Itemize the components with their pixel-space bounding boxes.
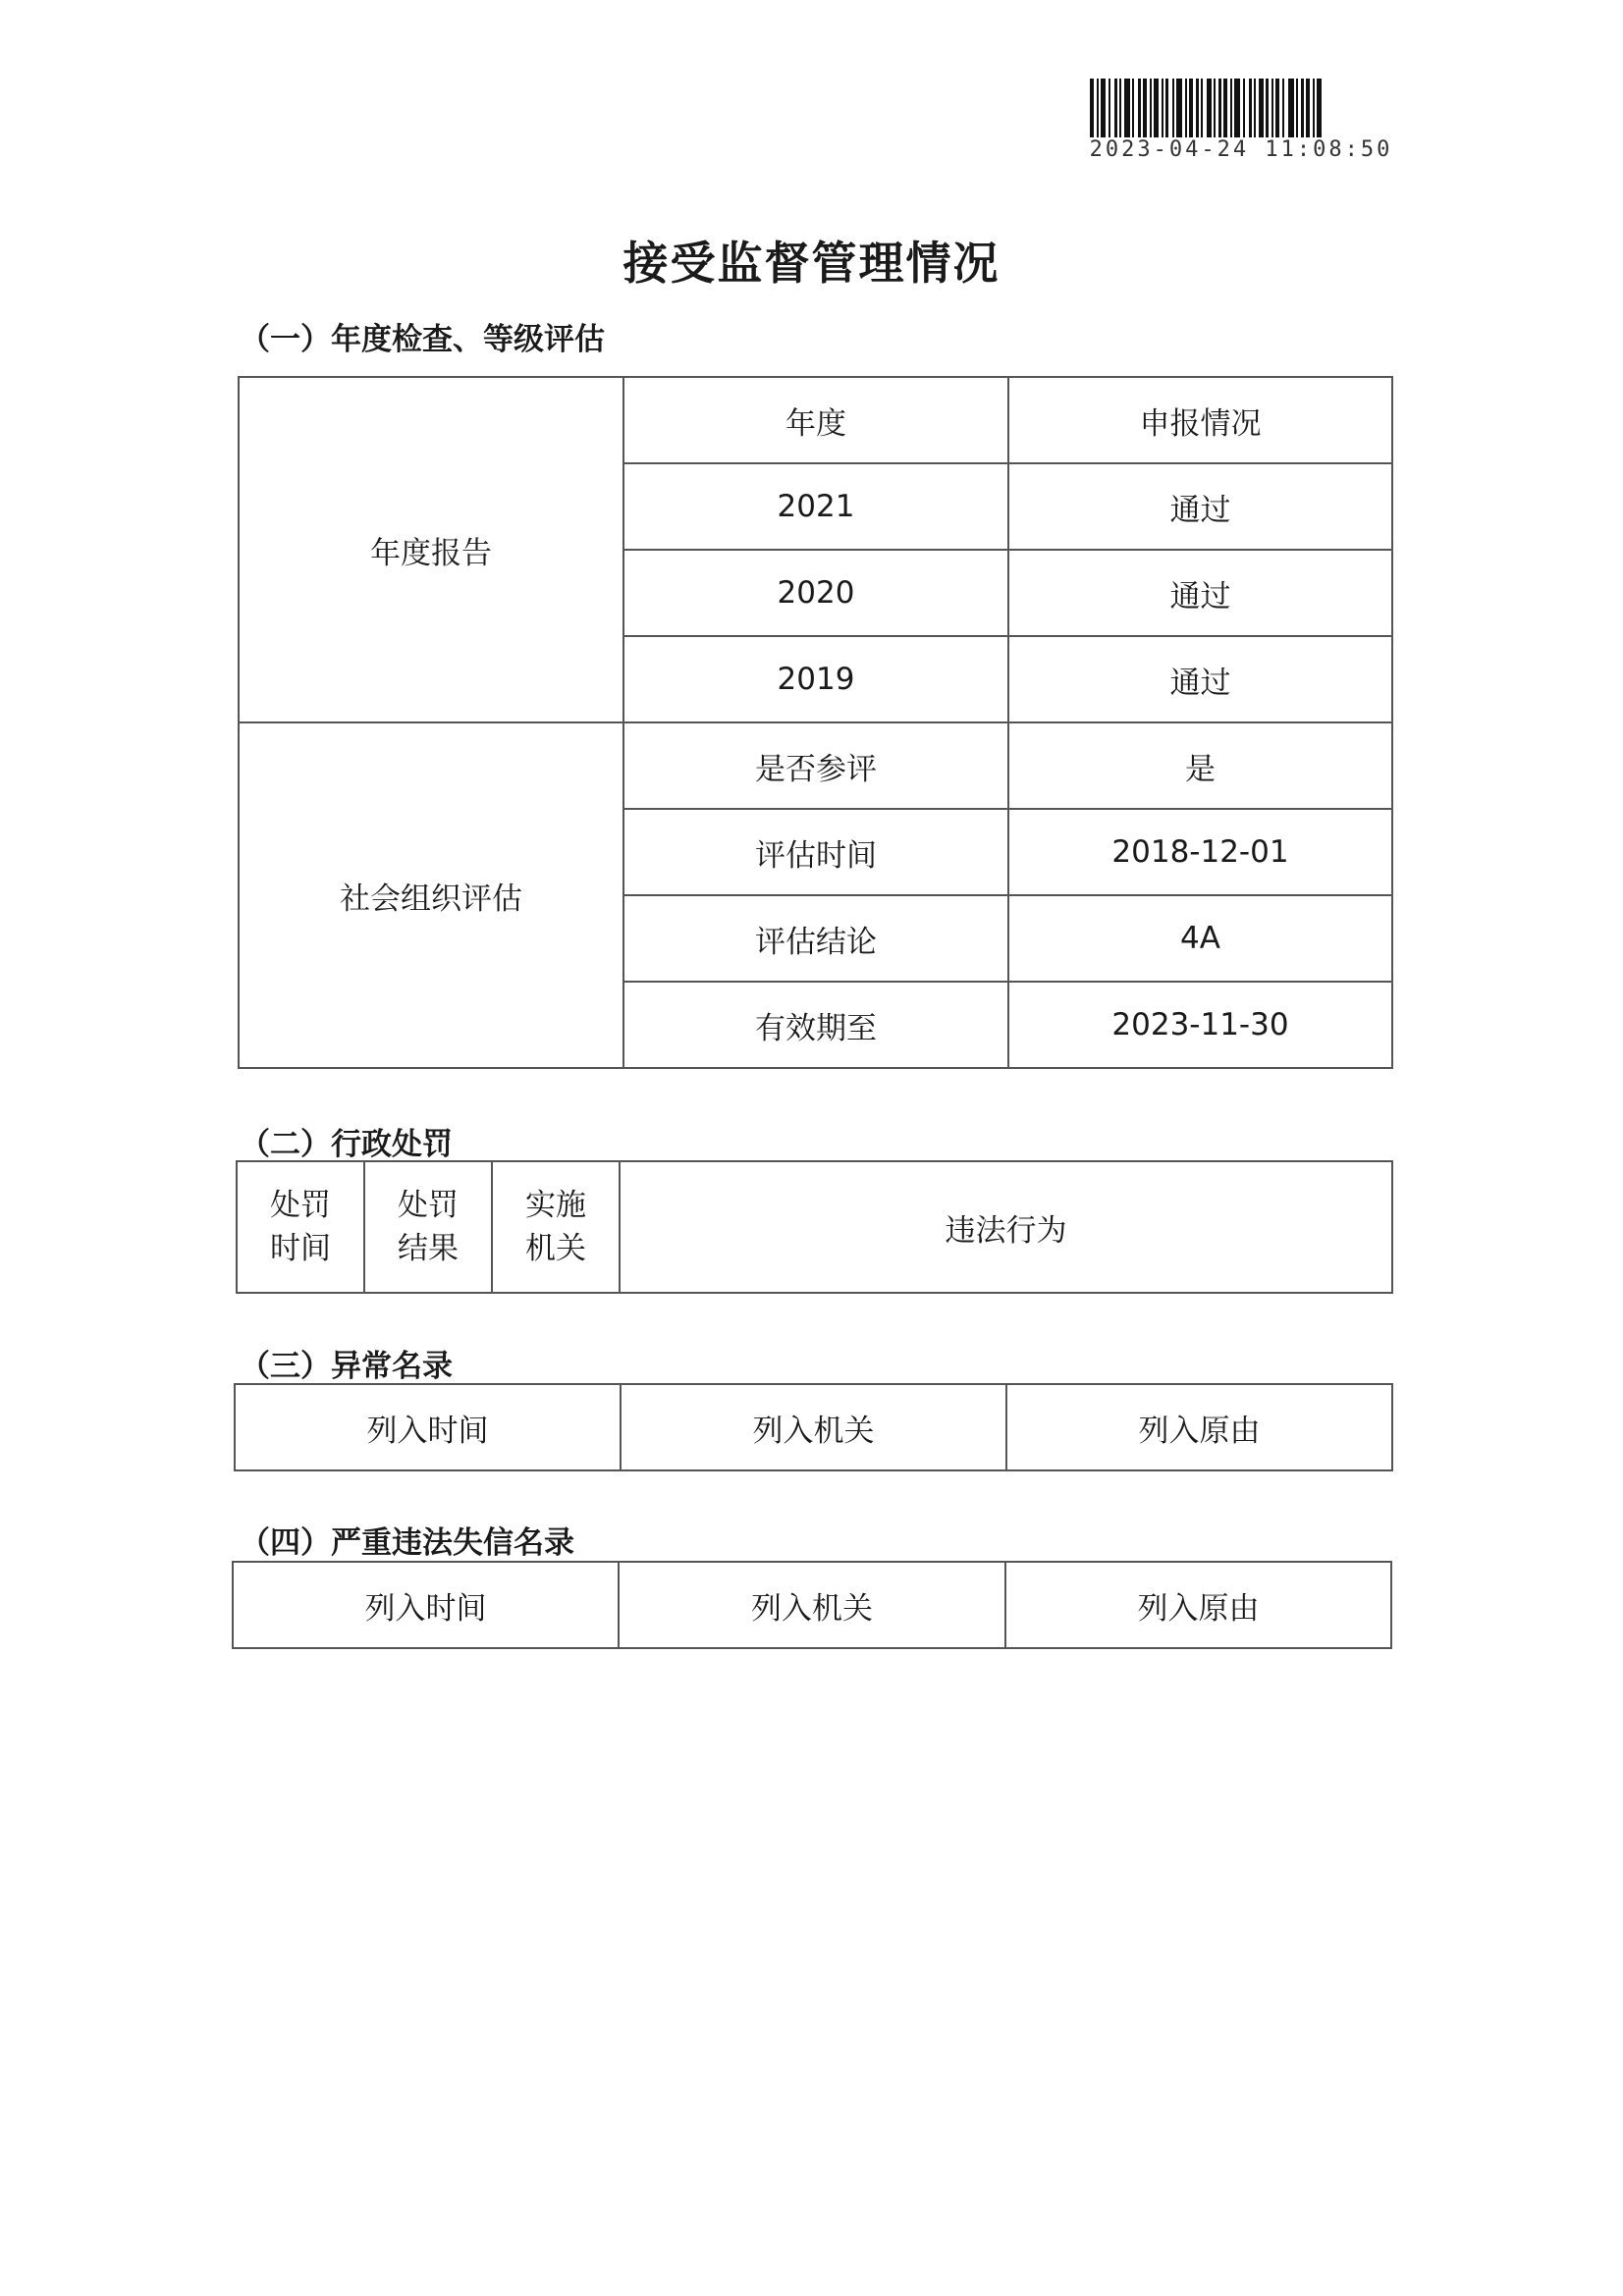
year-cell: 2019 — [623, 636, 1008, 722]
table-row — [237, 1161, 1392, 1293]
evaluation-label: 社会组织评估 — [239, 722, 623, 1068]
listed-reason-header: 列入原由 — [1006, 1384, 1392, 1470]
listed-time-header: 列入时间 — [233, 1562, 619, 1648]
status-cell: 通过 — [1008, 463, 1392, 550]
penalty-org-header — [492, 1161, 620, 1293]
table-row — [239, 722, 1392, 809]
header-line: 时间 — [270, 1231, 331, 1266]
inspection-table — [238, 376, 1393, 1069]
penalty-table — [236, 1160, 1393, 1294]
table-row — [239, 377, 1392, 463]
barcode — [1090, 79, 1386, 137]
page-title: 接受监督管理情况 — [622, 237, 1001, 290]
dishonest-list-table — [232, 1561, 1392, 1649]
section2-heading: （二）行政处罚 — [240, 1127, 453, 1162]
year-cell: 2021 — [623, 463, 1008, 550]
evaluation-value: 2018-12-01 — [1008, 809, 1392, 895]
col-header-year: 年度 — [623, 377, 1008, 463]
evaluation-value: 是 — [1008, 722, 1392, 809]
evaluation-key: 有效期至 — [623, 982, 1008, 1068]
listed-org-header: 列入机关 — [621, 1384, 1006, 1470]
listed-org-header: 列入机关 — [619, 1562, 1005, 1648]
status-cell: 通过 — [1008, 550, 1392, 636]
header-line: 处罚 — [270, 1188, 331, 1223]
evaluation-key: 评估结论 — [623, 895, 1008, 982]
section3-heading: （三）异常名录 — [240, 1349, 453, 1384]
evaluation-value: 2023-11-30 — [1008, 982, 1392, 1068]
evaluation-key: 是否参评 — [623, 722, 1008, 809]
header-line: 处罚 — [398, 1188, 459, 1223]
listed-reason-header: 列入原由 — [1005, 1562, 1391, 1648]
year-cell: 2020 — [623, 550, 1008, 636]
header-line: 实施 — [525, 1188, 586, 1223]
annual-report-label: 年度报告 — [239, 377, 623, 722]
listed-time-header: 列入时间 — [235, 1384, 621, 1470]
penalty-time-header — [237, 1161, 364, 1293]
table-row — [233, 1562, 1391, 1648]
evaluation-value: 4A — [1008, 895, 1392, 982]
status-cell: 通过 — [1008, 636, 1392, 722]
barcode-timestamp: 2023-04-24 11:08:50 — [1089, 137, 1393, 162]
evaluation-key: 评估时间 — [623, 809, 1008, 895]
section1-heading: （一）年度检查、等级评估 — [240, 322, 605, 357]
col-header-status: 申报情况 — [1008, 377, 1392, 463]
section4-heading: （四）严重违法失信名录 — [240, 1525, 574, 1561]
abnormal-list-table — [234, 1383, 1393, 1471]
penalty-behavior-header: 违法行为 — [620, 1161, 1392, 1293]
header-line: 结果 — [398, 1231, 459, 1266]
table-row — [235, 1384, 1392, 1470]
header-line: 机关 — [525, 1231, 586, 1266]
penalty-result-header — [364, 1161, 492, 1293]
